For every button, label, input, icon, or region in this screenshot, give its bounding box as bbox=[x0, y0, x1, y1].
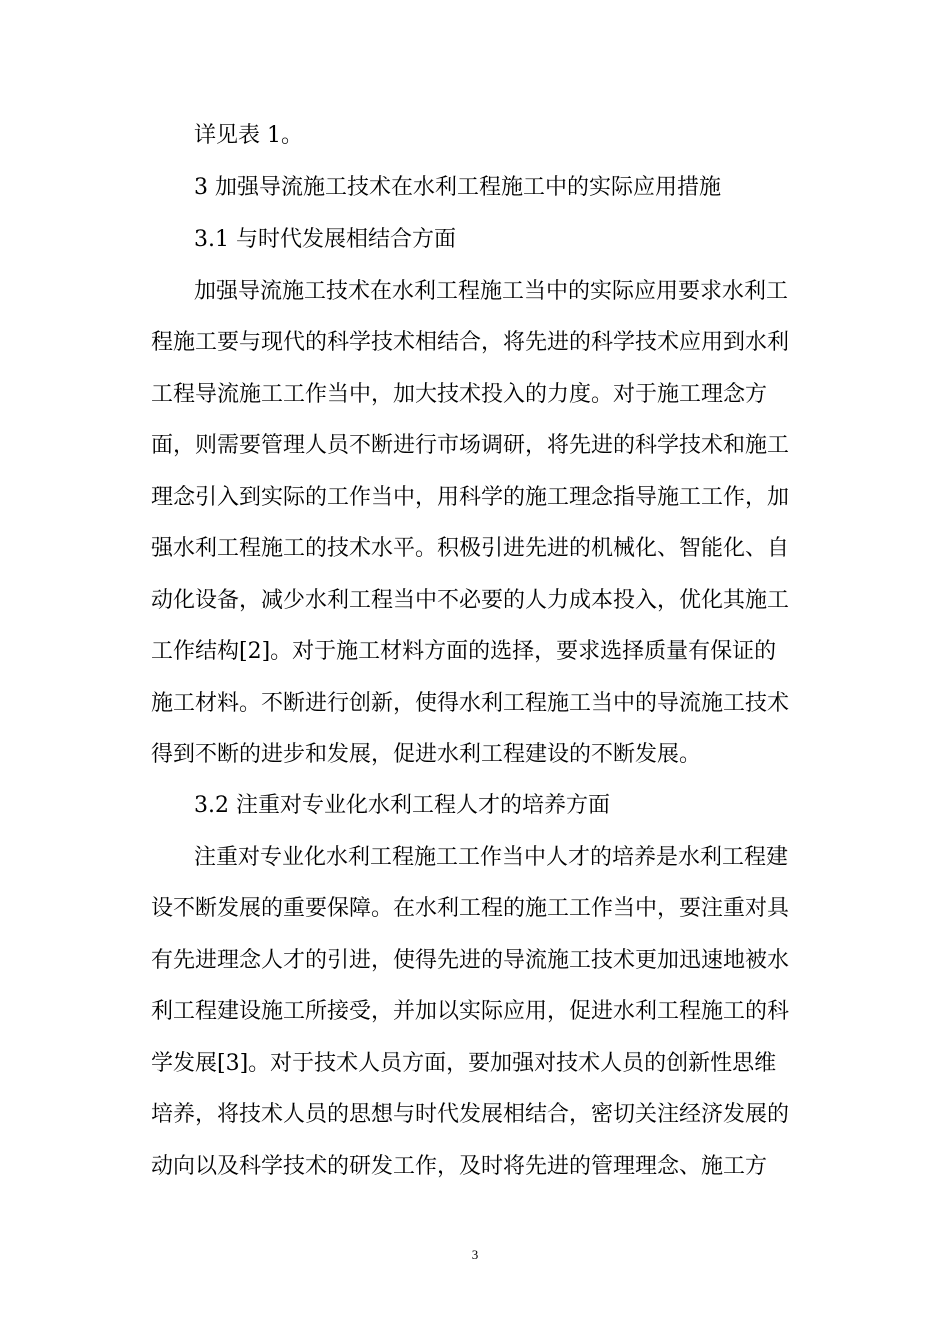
paragraph-line: 设不断发展的重要保障。在水利工程的施工工作当中，要注重对具 bbox=[151, 896, 790, 921]
text-line: 详见表 1。 bbox=[194, 123, 303, 148]
paragraph-line: 学发展[3]。对于技术人员方面，要加强对技术人员的创新性思维 bbox=[151, 1051, 777, 1076]
paragraph-line: 利工程建设施工所接受，并加以实际应用，促进水利工程施工的科 bbox=[151, 999, 790, 1024]
paragraph-line: 施工材料。不断进行创新，使得水利工程施工当中的导流施工技术 bbox=[151, 691, 790, 716]
section-heading: 3 加强导流施工技术在水利工程施工中的实际应用措施 bbox=[194, 175, 721, 200]
paragraph-line: 注重对专业化水利工程施工工作当中人才的培养是水利工程建 bbox=[194, 845, 789, 870]
paragraph-line: 工程导流施工工作当中，加大技术投入的力度。对于施工理念方 bbox=[151, 382, 768, 407]
paragraph-line: 加强导流施工技术在水利工程施工当中的实际应用要求水利工 bbox=[194, 279, 789, 304]
paragraph-line: 理念引入到实际的工作当中，用科学的施工理念指导施工工作，加 bbox=[151, 485, 790, 510]
paragraph-line: 面，则需要管理人员不断进行市场调研，将先进的科学技术和施工 bbox=[151, 433, 790, 458]
paragraph-line: 有先进理念人才的引进，使得先进的导流施工技术更加迅速地被水 bbox=[151, 948, 790, 973]
paragraph-line: 程施工要与现代的科学技术相结合，将先进的科学技术应用到水利 bbox=[151, 330, 790, 355]
paragraph-line: 工作结构[2]。对于施工材料方面的选择，要求选择质量有保证的 bbox=[151, 639, 777, 664]
paragraph-line: 动向以及科学技术的研发工作，及时将先进的管理理念、施工方 bbox=[151, 1154, 768, 1179]
subsection-heading: 3.1 与时代发展相结合方面 bbox=[194, 227, 456, 252]
paragraph-line: 得到不断的进步和发展，促进水利工程建设的不断发展。 bbox=[151, 742, 702, 767]
paragraph-line: 强水利工程施工的技术水平。积极引进先进的机械化、智能化、自 bbox=[151, 536, 790, 561]
paragraph-line: 动化设备，减少水利工程当中不必要的人力成本投入，优化其施工 bbox=[151, 588, 790, 613]
paragraph-line: 培养，将技术人员的思想与时代发展相结合，密切关注经济发展的 bbox=[151, 1102, 790, 1127]
subsection-heading: 3.2 注重对专业化水利工程人才的培养方面 bbox=[194, 793, 610, 818]
page-number: 3 bbox=[471, 1247, 479, 1262]
